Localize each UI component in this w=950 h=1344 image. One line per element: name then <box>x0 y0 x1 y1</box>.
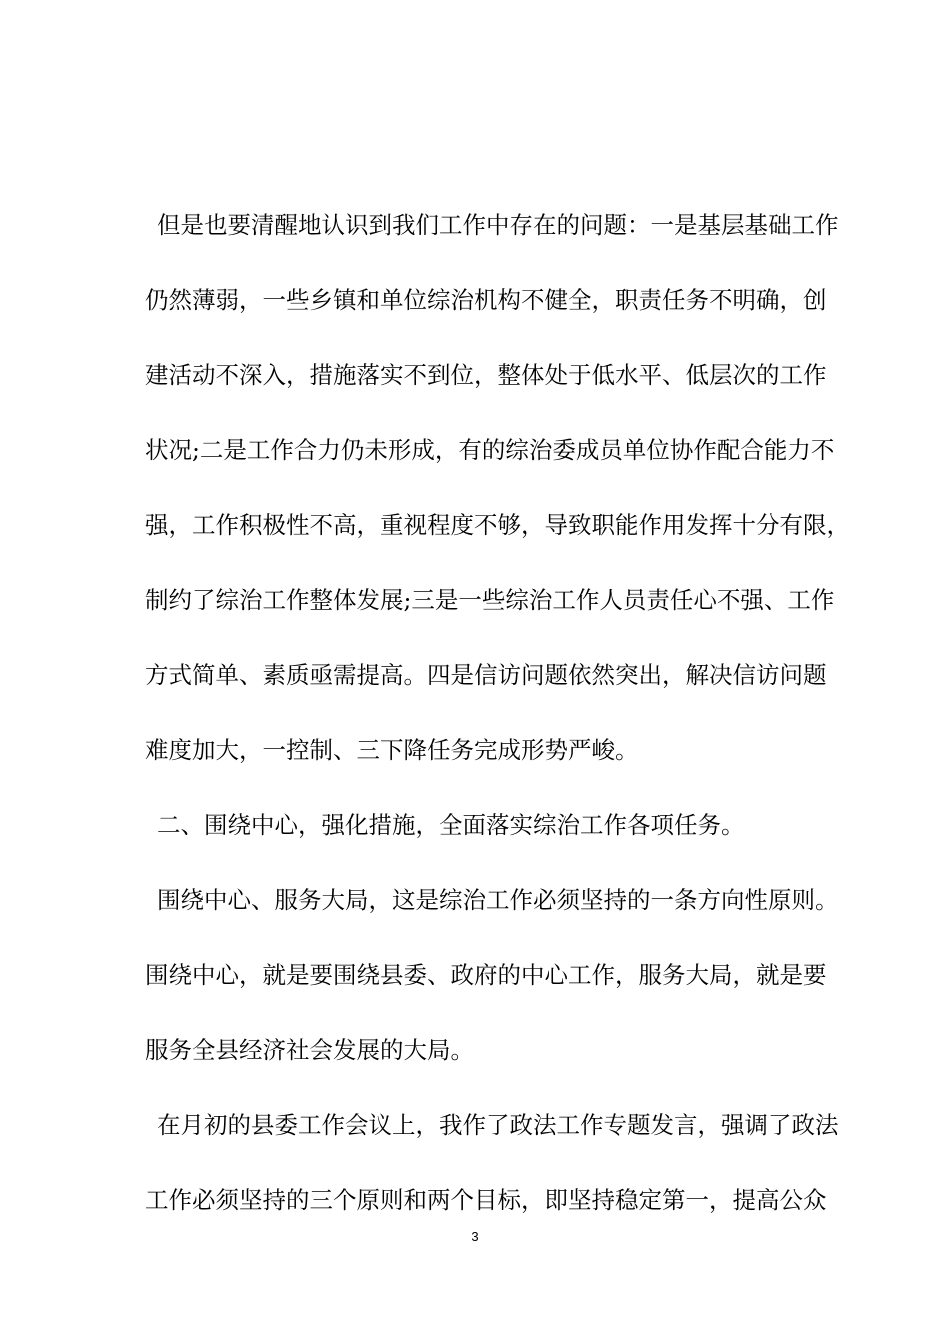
paragraph-line: 服务全县经济社会发展的大局。 <box>145 1036 474 1064</box>
paragraph-line: 在月初的县委工作会议上，我作了政法工作专题发言，强调了政法 <box>157 1111 839 1139</box>
section-heading: 二、围绕中心，强化措施，全面落实综治工作各项任务。 <box>157 811 745 839</box>
paragraph-line: 仍然薄弱，一些乡镇和单位综治机构不健全，职责任务不明确，创 <box>145 286 827 314</box>
paragraph-line: 但是也要清醒地认识到我们工作中存在的问题：一是基层基础工作 <box>157 211 839 239</box>
paragraph-line: 工作必须坚持的三个原则和两个目标，即坚持稳定第一，提高公众 <box>145 1186 827 1214</box>
paragraph-line: 状况;二是工作合力仍未形成，有的综治委成员单位协作配合能力不 <box>145 436 835 464</box>
paragraph-line: 围绕中心，就是要围绕县委、政府的中心工作，服务大局，就是要 <box>145 961 827 989</box>
paragraph-line: 建活动不深入，措施落实不到位，整体处于低水平、低层次的工作 <box>145 361 827 389</box>
paragraph-line: 方式简单、素质亟需提高。四是信访问题依然突出，解决信访问题 <box>145 661 827 689</box>
page-number: 3 <box>471 1229 479 1244</box>
paragraph-line: 制约了综治工作整体发展;三是一些综治工作人员责任心不强、工作 <box>145 586 835 614</box>
paragraph-line: 难度加大，一控制、三下降任务完成形势严峻。 <box>145 736 639 764</box>
paragraph-line: 强，工作积极性不高，重视程度不够，导致职能作用发挥十分有限， <box>145 511 850 539</box>
paragraph-line: 围绕中心、服务大局，这是综治工作必须坚持的一条方向性原则。 <box>157 886 839 914</box>
